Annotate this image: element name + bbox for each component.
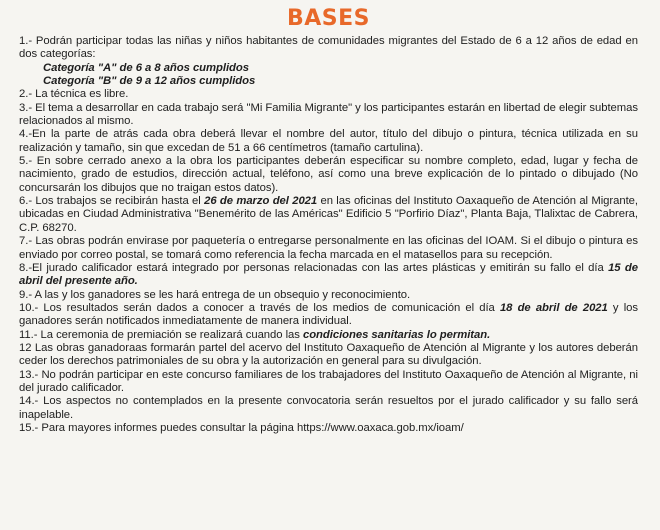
rule-8 (19, 262, 638, 289)
rule-6-text: 6.- Los trabajos se recibirán hasta el (19, 195, 205, 208)
rule-15: 15.- Para mayores informes puedes consultar la página https://www.oaxaca.gob.mx/ioam/ (19, 421, 464, 434)
rule-8-text: 8.-El jurado calificador estará integrado por personas relacionadas con las artes plásticas y emitirán su fallo el día (19, 261, 609, 274)
page-title: BASES (286, 6, 370, 31)
rule-10-date: 18 de abril de 2021 (499, 301, 608, 314)
rules-list (19, 35, 638, 435)
rule-10 (19, 302, 638, 329)
rule-2: 2.- La técnica es libre. (19, 88, 129, 101)
rule-9: 9.- A las y los ganadores se les hará entrega de un obsequio y reconocimiento. (19, 288, 411, 301)
rule-13: 13.- No podrán participar en este concurso familiares de los trabajadores del Instituto Oaxaqueño de Atención al Migrante, ni del jurado calificador. (19, 368, 638, 394)
rule-7: 7.- Las obras podrán envirase por paquetería o entregarse personalmente en las oficinas del IOAM. Si el dibujo o pintura es enviado por correo postal, se tomará como referencia la fecha marcada en el matasellos para su recepción. (19, 235, 638, 261)
rule-10-text: 10.- Los resultados serán dados a conocer a través de los medios de comunicación el día (19, 301, 500, 314)
rule-11 (19, 329, 638, 342)
rule-1: 1.- Podrán participar todas las niñas y niños habitantes de comunidades migrantes del Estado de 6 a 12 años de edad en dos categorías: (19, 35, 638, 61)
rule-6-address: en las oficinas del Instituto Oaxaqueño de Atención al Migrante, ubicadas en Ciudad Administrativa "Benemérito de las Américas" Edificio 5 "Porfirio Díaz", Planta Baja, Tlalixtac de Cabrera, C.P. 68270. (19, 195, 639, 234)
category-a: Categoría "A" de 6 a 8 años cumplidos (43, 61, 249, 74)
rule-4: 4.-En la parte de atrás cada obra deberá llevar el nombre del autor, título del dibujo o pintura, técnica utilizada en su realización y tamaño, sin que excedan de 51 a 66 centímetros (tamaño cartulina). (19, 128, 638, 154)
rule-11-condition: condiciones sanitarias lo permitan. (302, 328, 491, 341)
rule-5: 5.- En sobre cerrado anexo a la obra los participantes deberán especificar su nombre completo, edad, lugar y fecha de nacimiento, grado de estudios, dirección actual, teléfono, así como una breve explicación de lo pintado o dibujado (No concursarán los dibujos que no traigan estos datos). (19, 155, 638, 194)
rule-10-tail: y los ganadores serán notificados inmediatamente de manera individual. (19, 301, 638, 328)
rule-11-text: 11.- La ceremonia de premiación se realizará cuando las (19, 328, 303, 341)
rule-12: 12 Las obras ganadoraas formarán partel del acervo del Instituto Oaxaqueño de Atención al Migrante y los autores deberán ceder los derechos patrimoniales de su obra y la autorización en general para su divulgación. (19, 341, 638, 368)
rule-8-date: 15 de abril del presente año. (19, 261, 638, 288)
rule-6 (19, 195, 638, 235)
rule-3: 3.- El tema a desarrollar en cada trabajo será "Mi Familia Migrante" y los participantes estarán en libertad de elegir subtemas relacionados al mismo. (19, 101, 638, 128)
category-b: Categoría "B" de 9 a 12 años cumplidos (43, 75, 256, 88)
rule-14: 14.- Los aspectos no contemplados en la presente convocatoria serán resueltos por el jurado calificador y su fallo será inapelable. (19, 395, 638, 421)
rule-6-deadline: 26 de marzo del 2021 (204, 195, 318, 208)
